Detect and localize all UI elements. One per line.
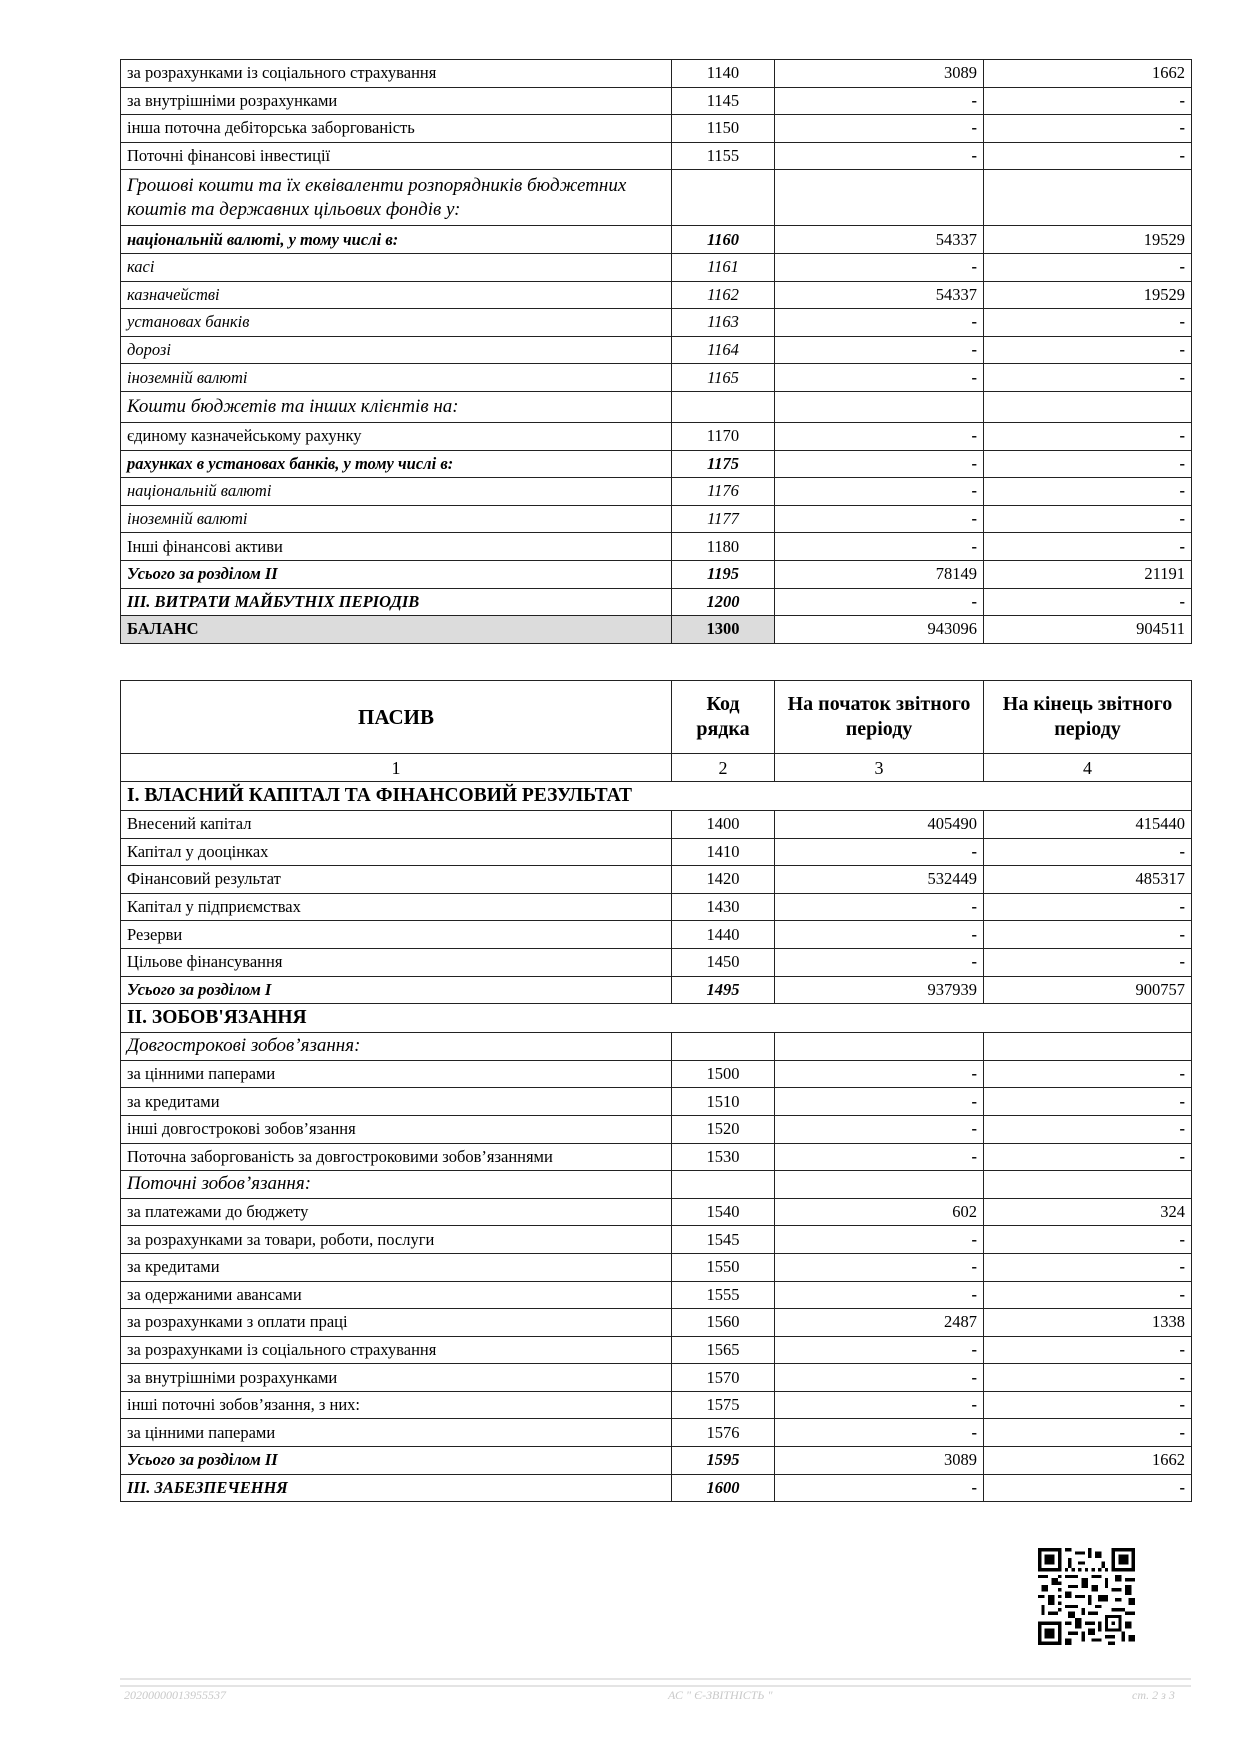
row-code: 1175 xyxy=(672,450,775,478)
row-label: рахунках в установах банків, у тому числі в: xyxy=(121,450,672,478)
row-label: Усього за розділом I xyxy=(121,976,672,1004)
row-start-value: 532449 xyxy=(775,866,984,894)
row-label: національній валюті xyxy=(121,478,672,506)
row-label: Цільове фінансування xyxy=(121,948,672,976)
row-start-value: 405490 xyxy=(775,811,984,839)
row-label: іноземній валюті xyxy=(121,364,672,392)
page-number: ст. 2 з 3 xyxy=(1132,1688,1175,1702)
group-header-row xyxy=(121,170,1192,226)
section-total-row xyxy=(121,1447,1192,1475)
row-start-value: - xyxy=(775,87,984,115)
row-end-value: - xyxy=(984,921,1192,949)
row-code: 1161 xyxy=(672,253,775,281)
row-start-value: - xyxy=(775,422,984,450)
row-start-value: - xyxy=(775,115,984,143)
row-code: 1595 xyxy=(672,1447,775,1475)
row-label: установах банків xyxy=(121,309,672,337)
row-end-value: - xyxy=(984,1226,1192,1254)
row-label: інші поточні зобов’язання, з них: xyxy=(121,1391,672,1419)
row-end-value: - xyxy=(984,588,1192,616)
header-code: Код рядка xyxy=(672,681,775,754)
row-end-value: - xyxy=(984,1336,1192,1364)
qr-code-icon xyxy=(1038,1548,1135,1645)
row-start-value: - xyxy=(775,364,984,392)
row-label: Капітал у підприємствах xyxy=(121,893,672,921)
row-end-value: - xyxy=(984,838,1192,866)
table-row xyxy=(121,422,1192,450)
row-code: 1300 xyxy=(672,616,775,644)
table-row xyxy=(121,87,1192,115)
column-number: 1 xyxy=(121,754,672,782)
row-end-value: 415440 xyxy=(984,811,1192,839)
row-end-value: - xyxy=(984,1419,1192,1447)
row-code: 1570 xyxy=(672,1364,775,1392)
table-row xyxy=(121,1391,1192,1419)
row-code xyxy=(672,1033,775,1061)
row-code: 1160 xyxy=(672,226,775,254)
system-name: АС " Є-ЗВІТНІСТЬ " xyxy=(668,1688,773,1702)
row-label: єдиному казначейському рахунку xyxy=(121,422,672,450)
row-start-value: - xyxy=(775,1281,984,1309)
row-code xyxy=(672,1171,775,1199)
row-code: 1150 xyxy=(672,115,775,143)
assets-continuation-table xyxy=(120,59,1192,644)
row-end-value: - xyxy=(984,1391,1192,1419)
section-total-row xyxy=(121,588,1192,616)
row-end-value: - xyxy=(984,533,1192,561)
column-number: 4 xyxy=(984,754,1192,782)
column-number: 3 xyxy=(775,754,984,782)
table-row xyxy=(121,309,1192,337)
row-end-value: - xyxy=(984,1060,1192,1088)
row-label: інші довгострокові зобов’язання xyxy=(121,1115,672,1143)
row-code: 1576 xyxy=(672,1419,775,1447)
row-code: 1163 xyxy=(672,309,775,337)
group-header-row xyxy=(121,1033,1192,1061)
row-start-value: - xyxy=(775,1253,984,1281)
row-start-value: - xyxy=(775,1088,984,1116)
row-start-value: - xyxy=(775,1060,984,1088)
row-start-value: 54337 xyxy=(775,226,984,254)
row-label: іноземній валюті xyxy=(121,505,672,533)
group-label: Поточні зобов’язання: xyxy=(121,1171,672,1199)
row-end-value: 485317 xyxy=(984,866,1192,894)
row-code: 1530 xyxy=(672,1143,775,1171)
table-row xyxy=(121,948,1192,976)
row-end-value: - xyxy=(984,422,1192,450)
row-code: 1500 xyxy=(672,1060,775,1088)
section-title-row xyxy=(121,782,1192,811)
table-row xyxy=(121,811,1192,839)
row-end-value: - xyxy=(984,336,1192,364)
row-code: 1555 xyxy=(672,1281,775,1309)
row-start-value xyxy=(775,391,984,422)
row-label: Фінансовий результат xyxy=(121,866,672,894)
row-code: 1440 xyxy=(672,921,775,949)
header-end-period: На кінець звітного періоду xyxy=(984,681,1192,754)
row-end-value xyxy=(984,391,1192,422)
table-row xyxy=(121,364,1192,392)
row-end-value xyxy=(984,1171,1192,1199)
row-label: Резерви xyxy=(121,921,672,949)
column-number-row xyxy=(121,754,1192,782)
group-header-row xyxy=(121,391,1192,422)
row-code: 1575 xyxy=(672,1391,775,1419)
row-start-value: 602 xyxy=(775,1198,984,1226)
row-end-value: - xyxy=(984,364,1192,392)
row-start-value: - xyxy=(775,588,984,616)
group-label: Кошти бюджетів та інших клієнтів на: xyxy=(121,391,672,422)
row-start-value: - xyxy=(775,450,984,478)
row-end-value: - xyxy=(984,1088,1192,1116)
row-code: 1540 xyxy=(672,1198,775,1226)
section-total-row xyxy=(121,1474,1192,1502)
row-start-value: 943096 xyxy=(775,616,984,644)
row-label: БАЛАНС xyxy=(121,616,672,644)
row-code: 1410 xyxy=(672,838,775,866)
row-start-value: - xyxy=(775,1336,984,1364)
row-end-value: 1662 xyxy=(984,1447,1192,1475)
row-label: за розрахунками із соціального страхування xyxy=(121,1336,672,1364)
row-code: 1400 xyxy=(672,811,775,839)
table-row xyxy=(121,1309,1192,1337)
row-end-value: - xyxy=(984,1281,1192,1309)
footer-divider xyxy=(120,1678,1191,1687)
row-start-value: - xyxy=(775,1474,984,1502)
row-code: 1545 xyxy=(672,1226,775,1254)
row-start-value: - xyxy=(775,309,984,337)
row-code: 1550 xyxy=(672,1253,775,1281)
row-end-value: - xyxy=(984,450,1192,478)
row-end-value: - xyxy=(984,948,1192,976)
row-end-value: 19529 xyxy=(984,281,1192,309)
row-label: за цінними паперами xyxy=(121,1060,672,1088)
row-label: за розрахунками з оплати праці xyxy=(121,1309,672,1337)
row-start-value: - xyxy=(775,948,984,976)
header-liabilities: ПАСИВ xyxy=(121,681,672,754)
row-label: інша поточна дебіторська заборгованість xyxy=(121,115,672,143)
section-title: I. ВЛАСНИЙ КАПІТАЛ ТА ФІНАНСОВИЙ РЕЗУЛЬТАТ xyxy=(121,782,1192,811)
row-label: III. ЗАБЕЗПЕЧЕННЯ xyxy=(121,1474,672,1502)
row-label: за розрахунками за товари, роботи, послуги xyxy=(121,1226,672,1254)
row-start-value: 3089 xyxy=(775,60,984,88)
row-start-value: 2487 xyxy=(775,1309,984,1337)
row-start-value xyxy=(775,1033,984,1061)
row-code: 1155 xyxy=(672,142,775,170)
row-code: 1177 xyxy=(672,505,775,533)
section-total-row xyxy=(121,976,1192,1004)
table-row xyxy=(121,253,1192,281)
liabilities-table xyxy=(120,680,1192,1502)
table-row xyxy=(121,1060,1192,1088)
row-code: 1140 xyxy=(672,60,775,88)
row-end-value: - xyxy=(984,1253,1192,1281)
row-start-value xyxy=(775,1171,984,1199)
table-row xyxy=(121,893,1192,921)
row-start-value: - xyxy=(775,1419,984,1447)
table-row xyxy=(121,336,1192,364)
row-end-value: - xyxy=(984,893,1192,921)
document-id: 20200000013955537 xyxy=(124,1688,226,1702)
table-row xyxy=(121,533,1192,561)
row-end-value: - xyxy=(984,1474,1192,1502)
row-label: за внутрішніми розрахунками xyxy=(121,87,672,115)
row-label: Усього за розділом II xyxy=(121,560,672,588)
row-start-value xyxy=(775,170,984,226)
row-end-value: - xyxy=(984,1143,1192,1171)
table-row xyxy=(121,866,1192,894)
row-end-value: - xyxy=(984,1364,1192,1392)
table-row xyxy=(121,142,1192,170)
row-code: 1520 xyxy=(672,1115,775,1143)
row-start-value: - xyxy=(775,1115,984,1143)
row-code: 1164 xyxy=(672,336,775,364)
section-title-row xyxy=(121,1004,1192,1033)
row-start-value: - xyxy=(775,253,984,281)
row-code: 1162 xyxy=(672,281,775,309)
row-start-value: - xyxy=(775,142,984,170)
row-end-value: - xyxy=(984,505,1192,533)
table-row xyxy=(121,115,1192,143)
row-start-value: 937939 xyxy=(775,976,984,1004)
row-code: 1176 xyxy=(672,478,775,506)
table-row xyxy=(121,450,1192,478)
column-number: 2 xyxy=(672,754,775,782)
row-code: 1430 xyxy=(672,893,775,921)
table-row xyxy=(121,1226,1192,1254)
row-label: III. ВИТРАТИ МАЙБУТНІХ ПЕРІОДІВ xyxy=(121,588,672,616)
table-row xyxy=(121,226,1192,254)
row-start-value: - xyxy=(775,1364,984,1392)
row-start-value: - xyxy=(775,1391,984,1419)
row-start-value: - xyxy=(775,533,984,561)
table-row xyxy=(121,1198,1192,1226)
row-code: 1195 xyxy=(672,560,775,588)
row-end-value xyxy=(984,1033,1192,1061)
row-code: 1450 xyxy=(672,948,775,976)
row-start-value: - xyxy=(775,921,984,949)
row-label: національній валюті, у тому числі в: xyxy=(121,226,672,254)
table-row xyxy=(121,60,1192,88)
row-label: за розрахунками із соціального страхування xyxy=(121,60,672,88)
row-end-value: - xyxy=(984,309,1192,337)
row-code: 1145 xyxy=(672,87,775,115)
row-start-value: 3089 xyxy=(775,1447,984,1475)
header-start-period: На початок звітного періоду xyxy=(775,681,984,754)
table-row xyxy=(121,1143,1192,1171)
row-end-value: - xyxy=(984,87,1192,115)
table-row xyxy=(121,1115,1192,1143)
row-label: за кредитами xyxy=(121,1253,672,1281)
row-label: за кредитами xyxy=(121,1088,672,1116)
row-end-value: - xyxy=(984,478,1192,506)
table-row xyxy=(121,921,1192,949)
row-code: 1510 xyxy=(672,1088,775,1116)
row-end-value: 900757 xyxy=(984,976,1192,1004)
row-end-value: 1662 xyxy=(984,60,1192,88)
row-label: Капітал у дооцінках xyxy=(121,838,672,866)
table-row xyxy=(121,478,1192,506)
group-label: Грошові кошти та їх еквіваленти розпорядників бюджетних коштів та державних цільових фондів у: xyxy=(121,170,672,226)
table-row xyxy=(121,281,1192,309)
table-row xyxy=(121,1281,1192,1309)
row-label: Поточні фінансові інвестиції xyxy=(121,142,672,170)
row-code: 1420 xyxy=(672,866,775,894)
section-total-row xyxy=(121,560,1192,588)
row-code: 1495 xyxy=(672,976,775,1004)
row-code: 1565 xyxy=(672,1336,775,1364)
row-label: за одержаними авансами xyxy=(121,1281,672,1309)
row-label: дорозі xyxy=(121,336,672,364)
table-header-row xyxy=(121,681,1192,754)
table-row xyxy=(121,838,1192,866)
row-code xyxy=(672,170,775,226)
row-label: Поточна заборгованість за довгостроковими зобов’язаннями xyxy=(121,1143,672,1171)
table-row xyxy=(121,1253,1192,1281)
row-code xyxy=(672,391,775,422)
row-label: за цінними паперами xyxy=(121,1419,672,1447)
row-end-value: 904511 xyxy=(984,616,1192,644)
row-start-value: - xyxy=(775,336,984,364)
table-row xyxy=(121,505,1192,533)
group-header-row xyxy=(121,1171,1192,1199)
table-row xyxy=(121,1419,1192,1447)
row-label: Інші фінансові активи xyxy=(121,533,672,561)
row-end-value: 324 xyxy=(984,1198,1192,1226)
row-code: 1170 xyxy=(672,422,775,450)
row-label: казначействі xyxy=(121,281,672,309)
group-label: Довгострокові зобов’язання: xyxy=(121,1033,672,1061)
row-code: 1560 xyxy=(672,1309,775,1337)
table-row xyxy=(121,1088,1192,1116)
row-label: за платежами до бюджету xyxy=(121,1198,672,1226)
row-start-value: - xyxy=(775,1143,984,1171)
row-code: 1165 xyxy=(672,364,775,392)
row-label: Усього за розділом II xyxy=(121,1447,672,1475)
row-label: касі xyxy=(121,253,672,281)
row-label: за внутрішніми розрахунками xyxy=(121,1364,672,1392)
row-code: 1600 xyxy=(672,1474,775,1502)
row-start-value: 78149 xyxy=(775,560,984,588)
section-title: II. ЗОБОВ'ЯЗАННЯ xyxy=(121,1004,1192,1033)
row-label: Внесений капітал xyxy=(121,811,672,839)
table-row xyxy=(121,1336,1192,1364)
row-end-value: 19529 xyxy=(984,226,1192,254)
row-end-value: - xyxy=(984,1115,1192,1143)
row-end-value: 1338 xyxy=(984,1309,1192,1337)
row-start-value: - xyxy=(775,505,984,533)
row-start-value: - xyxy=(775,838,984,866)
row-end-value: - xyxy=(984,115,1192,143)
row-start-value: - xyxy=(775,893,984,921)
row-start-value: 54337 xyxy=(775,281,984,309)
row-end-value: - xyxy=(984,253,1192,281)
table-row xyxy=(121,1364,1192,1392)
row-end-value: 21191 xyxy=(984,560,1192,588)
row-end-value xyxy=(984,170,1192,226)
row-code: 1180 xyxy=(672,533,775,561)
row-end-value: - xyxy=(984,142,1192,170)
balance-row xyxy=(121,616,1192,644)
row-start-value: - xyxy=(775,478,984,506)
row-code: 1200 xyxy=(672,588,775,616)
row-start-value: - xyxy=(775,1226,984,1254)
